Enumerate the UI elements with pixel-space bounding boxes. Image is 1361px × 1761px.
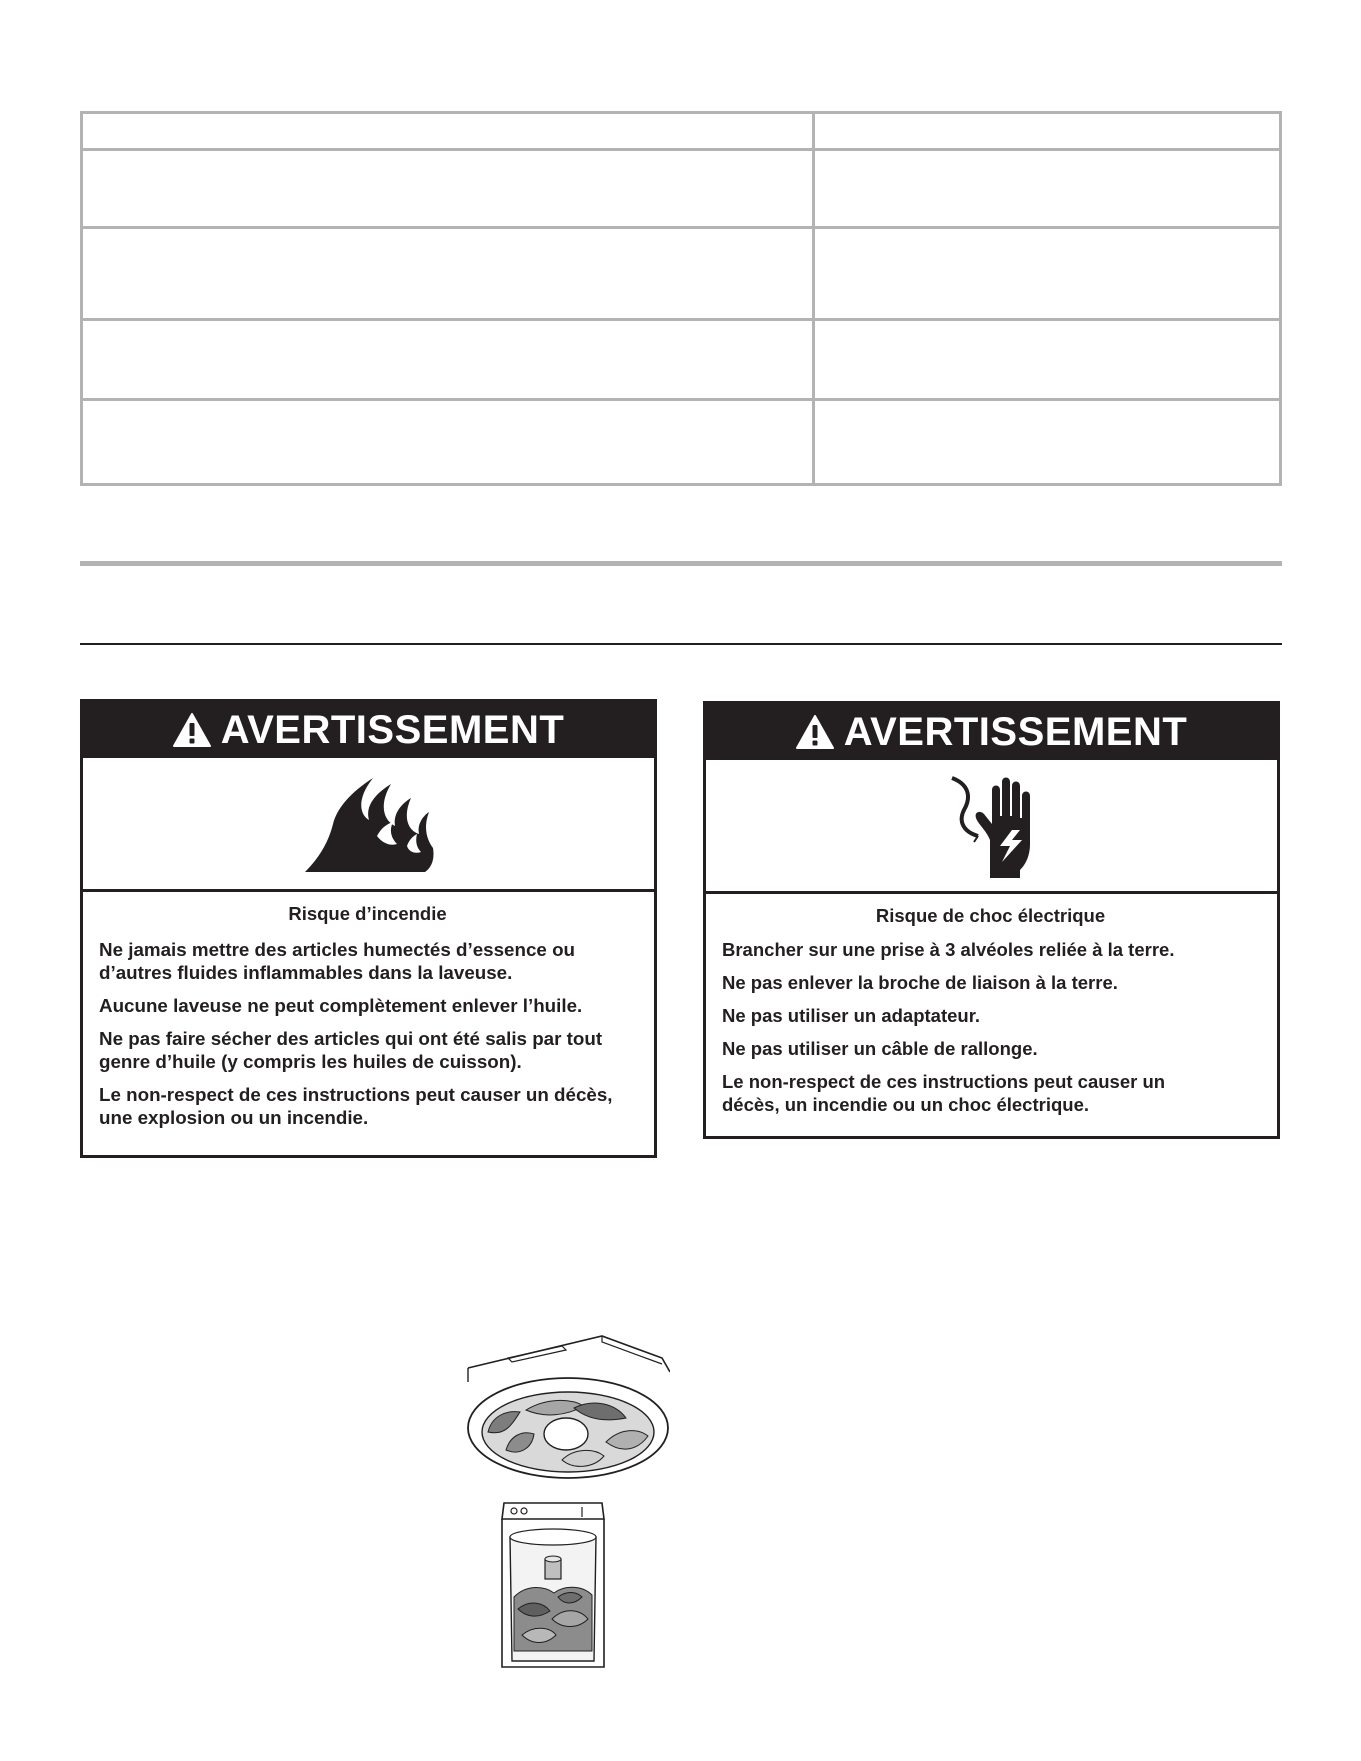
table-cell xyxy=(83,114,815,151)
warning-subtitle: Risque de choc électrique xyxy=(875,905,1106,926)
warning-header xyxy=(83,702,654,758)
electric-shock-hand-icon xyxy=(942,774,1042,878)
section-divider xyxy=(80,561,1282,566)
washer-drum-top-view-icon xyxy=(466,1332,670,1480)
warning-subtitle: Risque d’incendie xyxy=(288,903,447,924)
fire-icon xyxy=(299,774,439,874)
warning-line: Le non-respect de ces instructions peut causer un décès, une explosion ou un incendie. xyxy=(99,1084,613,1128)
warning-line: Ne jamais mettre des articles humectés d’essence ou d’autres fluides inflammables dans la laveuse. xyxy=(99,939,576,983)
warning-line: Brancher sur une prise à 3 alvéoles reliée à la terre. xyxy=(722,939,1175,960)
table-cell xyxy=(83,401,815,483)
table-cell xyxy=(83,321,815,401)
warning-line: Aucune laveuse ne peut complètement enlever l’huile. xyxy=(99,995,583,1016)
warning-line: Ne pas utiliser un câble de rallonge. xyxy=(722,1038,1038,1059)
fire-warning-box xyxy=(80,699,657,1158)
warning-triangle-icon xyxy=(796,715,834,749)
warning-header xyxy=(706,704,1277,760)
warning-title: AVERTISSEMENT xyxy=(843,709,1188,754)
table-cell xyxy=(815,151,1279,229)
warning-line: Ne pas enlever la broche de liaison à la terre. xyxy=(722,972,1118,993)
table-cell xyxy=(815,114,1279,151)
warning-line: Ne pas utiliser un adaptateur. xyxy=(722,1005,981,1026)
warning-triangle-icon xyxy=(173,713,211,747)
heading-underline xyxy=(80,643,1282,645)
shock-warning-box xyxy=(703,701,1280,1139)
warning-line: Ne pas faire sécher des articles qui ont été salis par tout genre d’huile (y compris les huiles de cuisson). xyxy=(99,1028,603,1072)
empty-table xyxy=(80,111,1282,486)
warning-pictogram xyxy=(83,758,654,892)
table-cell xyxy=(815,321,1279,401)
warning-pictogram xyxy=(706,760,1277,894)
warning-line: Le non-respect de ces instructions peut causer un décès, un incendie ou un choc électrique. xyxy=(722,1071,1166,1115)
table-cell xyxy=(83,229,815,321)
table-cell xyxy=(815,229,1279,321)
warning-title: AVERTISSEMENT xyxy=(220,707,565,752)
table-cell xyxy=(83,151,815,229)
table-cell xyxy=(815,401,1279,483)
washer-front-view-icon xyxy=(500,1501,606,1669)
